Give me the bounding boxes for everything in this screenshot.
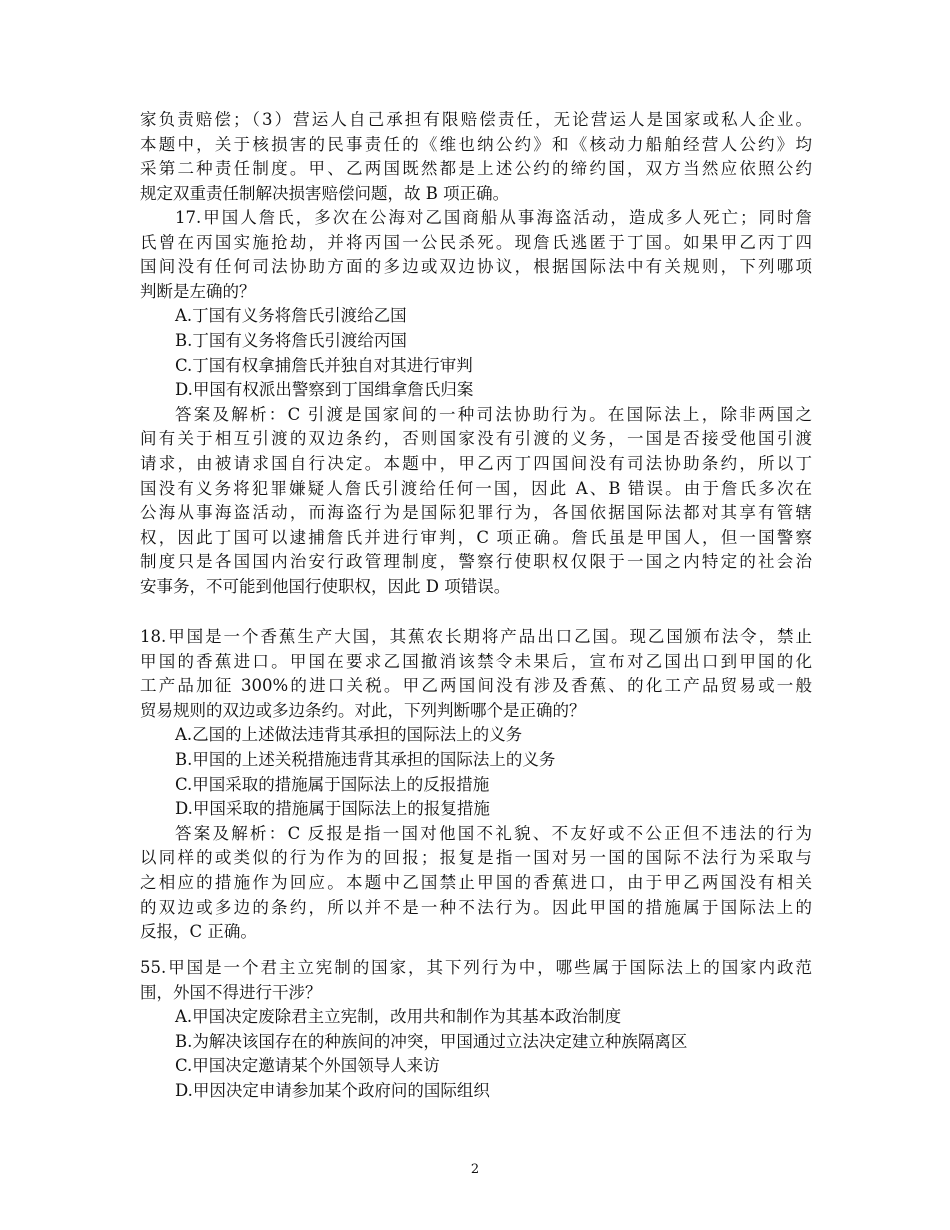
option-a: A.丁国有义务将詹氏引渡给乙国 (175, 306, 407, 326)
question-stem-line: 围，外国不得进行干涉？ (140, 982, 322, 1002)
answer-line: 请求，由被请求国自行决定。本题中，甲乙丙丁四国间没有司法协助条约，所以丁 (140, 453, 812, 473)
question-stem-line: 甲国的香蕉进口。甲国在要求乙国撤消该禁令未果后，宣布对乙国出口到甲国的化 (140, 651, 812, 671)
answer-line: 权，因此丁国可以逮捕詹氏并进行审判，C 项正确。詹氏虽是甲国人，但一国警察 (140, 527, 812, 547)
answer-line: 安事务，不可能到他国行使职权，因此 D 项错误。 (140, 576, 511, 596)
question-17 (140, 206, 812, 600)
option-c: C.甲国决定邀请某个外国领导人来访 (175, 1056, 440, 1076)
option-c: C.甲国采取的措施属于国际法上的反报措施 (175, 774, 490, 794)
text-line: 采第二种责任制度。甲、乙两国既然都是上述公约的缔约国，双方当然应依照公约 (140, 159, 812, 179)
page-number: 2 (470, 1162, 480, 1177)
answer-line: 国没有义务将犯罪嫌疑人詹氏引渡给任何一国，因此 A、B 错误。由于詹氏多次在 (140, 478, 812, 498)
answer-line: 以同样的或类似的行为作为的回报；报复是指一国对另一国的国际不法行为采取与 (140, 848, 812, 868)
answer-line: 答案及解析：C 引渡是国家间的一种司法协助行为。在国际法上，除非两国之 (175, 404, 812, 424)
option-b: B.丁国有义务将詹氏引渡给丙国 (175, 330, 407, 350)
answer-line: 间有关于相互引渡的双边条约，否则国家没有引渡的义务，一国是否接受他国引渡 (140, 429, 812, 449)
question-stem-line: 国间没有任何司法协助方面的多边或双边协议，根据国际法中有关规则，下列哪项 (140, 257, 812, 277)
text-line: 规定双重责任制解决损害赔偿问题，故 B 项正确。 (140, 183, 510, 203)
answer-line: 公海从事海盗活动，而海盗行为是国际犯罪行为，各国依据国际法都对其享有管辖 (140, 503, 812, 523)
answer-line: 答案及解析：C 反报是指一国对他国不礼貌、不友好或不公正但不违法的行为 (175, 823, 812, 843)
option-d: D.甲国采取的措施属于国际法上的报复措施 (175, 799, 490, 819)
text-line: 本题中，关于核损害的民事责任的《维也纳公约》和《核动力船舶经营人公约》均 (140, 134, 812, 154)
question-stem-line: 17.甲国人詹氏，多次在公海对乙国商船从事海盗活动，造成多人死亡；同时詹 (175, 208, 812, 227)
option-d: D.甲国有权派出警察到丁国缉拿詹氏归案 (175, 380, 474, 400)
answer-line: 之相应的措施作为回应。本题中乙国禁止甲国的香蕉进口，由于甲乙两国没有相关 (140, 872, 812, 892)
question-stem-line: 工产品加征 300%的进口关税。甲乙两国间没有涉及香蕉、的化工产品贸易或一般 (140, 676, 812, 696)
option-a: A.甲国决定废除君主立宪制，改用共和制作为其基本政治制度 (175, 1007, 622, 1027)
answer-line: 制度只是各国国内治安行政管理制度，警察行使职权仅限于一国之内特定的社会治 (140, 552, 812, 572)
option-d: D.甲因决定申请参加某个政府问的国际组织 (175, 1080, 490, 1100)
intro-paragraph (140, 108, 812, 206)
question-55 (140, 956, 812, 1104)
question-stem-line: 氏曾在丙国实施抢劫，并将丙国一公民杀死。现詹氏逃匿于丁国。如果甲乙丙丁四 (140, 232, 812, 252)
question-stem-line: 判断是左确的？ (140, 281, 256, 301)
option-b: B.为解决该国存在的种族间的冲突，甲国通过立法决定建立种族隔离区 (175, 1031, 688, 1051)
option-a: A.乙国的上述做法违背其承担的国际法上的义务 (175, 725, 523, 745)
question-stem-line: 55.甲国是一个君主立宪制的国家，其下列行为中，哪些属于国际法上的国家内政范 (140, 958, 812, 977)
option-b: B.甲国的上述关税措施违背其承担的国际法上的义务 (175, 749, 556, 769)
question-stem-line: 贸易规则的双边或多边条约。对此，下列判断哪个是正确的？ (140, 700, 586, 720)
question-stem-line: 18.甲国是一个香蕉生产大国，其蕉农长期将产品出口乙国。现乙国颁布法令，禁止 (140, 627, 812, 646)
answer-line: 反报，C 正确。 (140, 922, 257, 942)
option-c: C.丁国有权拿捕詹氏并独自对其进行审判 (175, 355, 473, 375)
text-line: 家负责赔偿；（3）营运人自己承担有限赔偿责任，无论营运人是国家或私人企业。 (140, 110, 812, 129)
answer-line: 的双边或多边的条约，所以并不是一种不法行为。因此甲国的措施属于国际法上的 (140, 897, 812, 917)
question-18 (140, 625, 812, 945)
